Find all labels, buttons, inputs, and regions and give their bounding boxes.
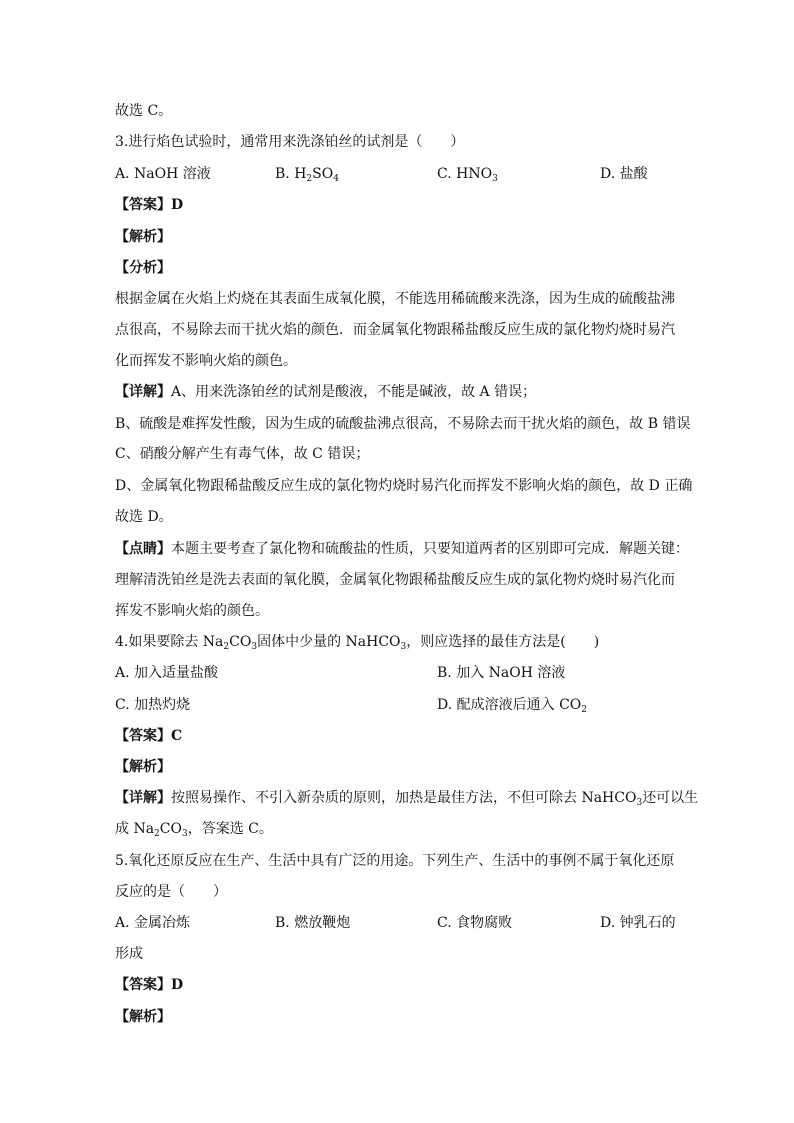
q5-analysis-label: 【解析】 [115,1009,171,1025]
q4-stem: 4.如果要除去 $Na_2CO_3$固体中少量的 NaHCO$_3$，则应选择的最佳方法是( ) [115,634,600,652]
q3-detail-label: 【详解】 [115,384,171,400]
q4-detail-line: 成 $Na_2CO_3$，答案选 C。 [115,821,273,839]
q5-options [115,913,715,933]
q4-answer: 【答案】C [115,728,183,744]
q3-options [115,164,715,184]
q3-option-d: D. 盐酸 [600,166,648,182]
q5-answer: 【答案】D [115,977,184,993]
q3-detail-line: B、硫酸是难挥发性酸，因为生成的硫酸盐沸点很高，不易除去而干扰火焰的颜色，故 B 错误 [115,416,691,432]
q4-option-d: D. 配成溶液后通入 $CO_2$ [437,697,587,715]
q3-detail-line: D、金属氧化物跟稀盐酸反应生成的氯化物灼烧时易汽化而挥发不影响火焰的颜色，故 D 正确 [115,478,693,494]
q4-option-b: B. 加入 NaOH 溶液 [437,665,566,681]
q3-comment-line: 理解清洗铂丝是洗去表面的氧化膜，金属氧化物跟稀盐酸反应生成的氯化物灼烧时易汽化而 [115,572,675,588]
q3-fenxi-label: 【分析】 [115,260,171,276]
q4-options-row2 [115,695,715,715]
q3-answer: 【答案】D [115,197,184,213]
q3-stem: 3.进行焰色试验时，通常用来洗涤铂丝的试剂是（ ） [115,134,465,150]
q3-option-a: A. NaOH 溶液 [115,166,211,182]
q5-option-a: A. 金属冶炼 [115,915,191,931]
q3-detail-line: C、硝酸分解产生有毒气体，故 C 错误； [115,446,370,462]
q3-option-b: B. $H_2SO_4$ [275,166,339,184]
q4-options-row1 [115,663,715,683]
q3-fenxi-line: 化而挥发不影响火焰的颜色。 [115,353,297,369]
q3-analysis-label: 【解析】 [115,229,171,245]
q4-detail-label: 【详解】 [115,790,171,806]
q5-option-d-wrap: 形成 [115,946,143,962]
q4-analysis-label: 【解析】 [115,759,171,775]
q3-detail-line: 故选 D。 [115,509,173,525]
q5-stem-line: 反应的是（ ） [115,884,227,900]
q5-option-c: C. 食物腐败 [437,915,513,931]
q5-stem-line: 5.氧化还原反应在生产、生活中具有广泛的用途。下列生产、生活中的事例不属于氧化还原 [115,853,675,869]
q3-fenxi-line: 根据金属在火焰上灼烧在其表面生成氧化膜，不能选用稀硫酸来洗涤，因为生成的硫酸盐沸 [115,291,675,307]
q3-comment-line: 挥发不影响火焰的颜色。 [115,603,269,619]
q3-fenxi-line: 点很高，不易除去而干扰火焰的颜色．而金属氧化物跟稀盐酸反应生成的氯化物灼烧时易汽 [115,322,675,338]
q4-option-a: A. 加入适量盐酸 [115,665,219,681]
q4-detail-first: 【详解】按照易操作、不引入新杂质的原则，加热是最佳方法，不但可除去 NaHCO$_3$还可以生 [115,790,699,808]
q5-option-d: D. 钟乳石的 [600,915,676,931]
q3-detail-first: 【详解】A、用来洗涤铂丝的试剂是酸液，不能是碱液，故 A 错误； [115,384,537,400]
q3-comment-first: 【点睛】本题主要考查了氯化物和硫酸盐的性质，只要知道两者的区别即可完成．解题关键： [115,541,689,557]
q3-option-c: C. $HNO_3$ [437,166,498,184]
q3-comment-label: 【点睛】 [115,541,171,557]
q5-option-b: B. 燃放鞭炮 [275,915,351,931]
prev-conclusion: 故选 C。 [115,103,173,119]
q4-option-c: C. 加热灼烧 [115,697,191,713]
